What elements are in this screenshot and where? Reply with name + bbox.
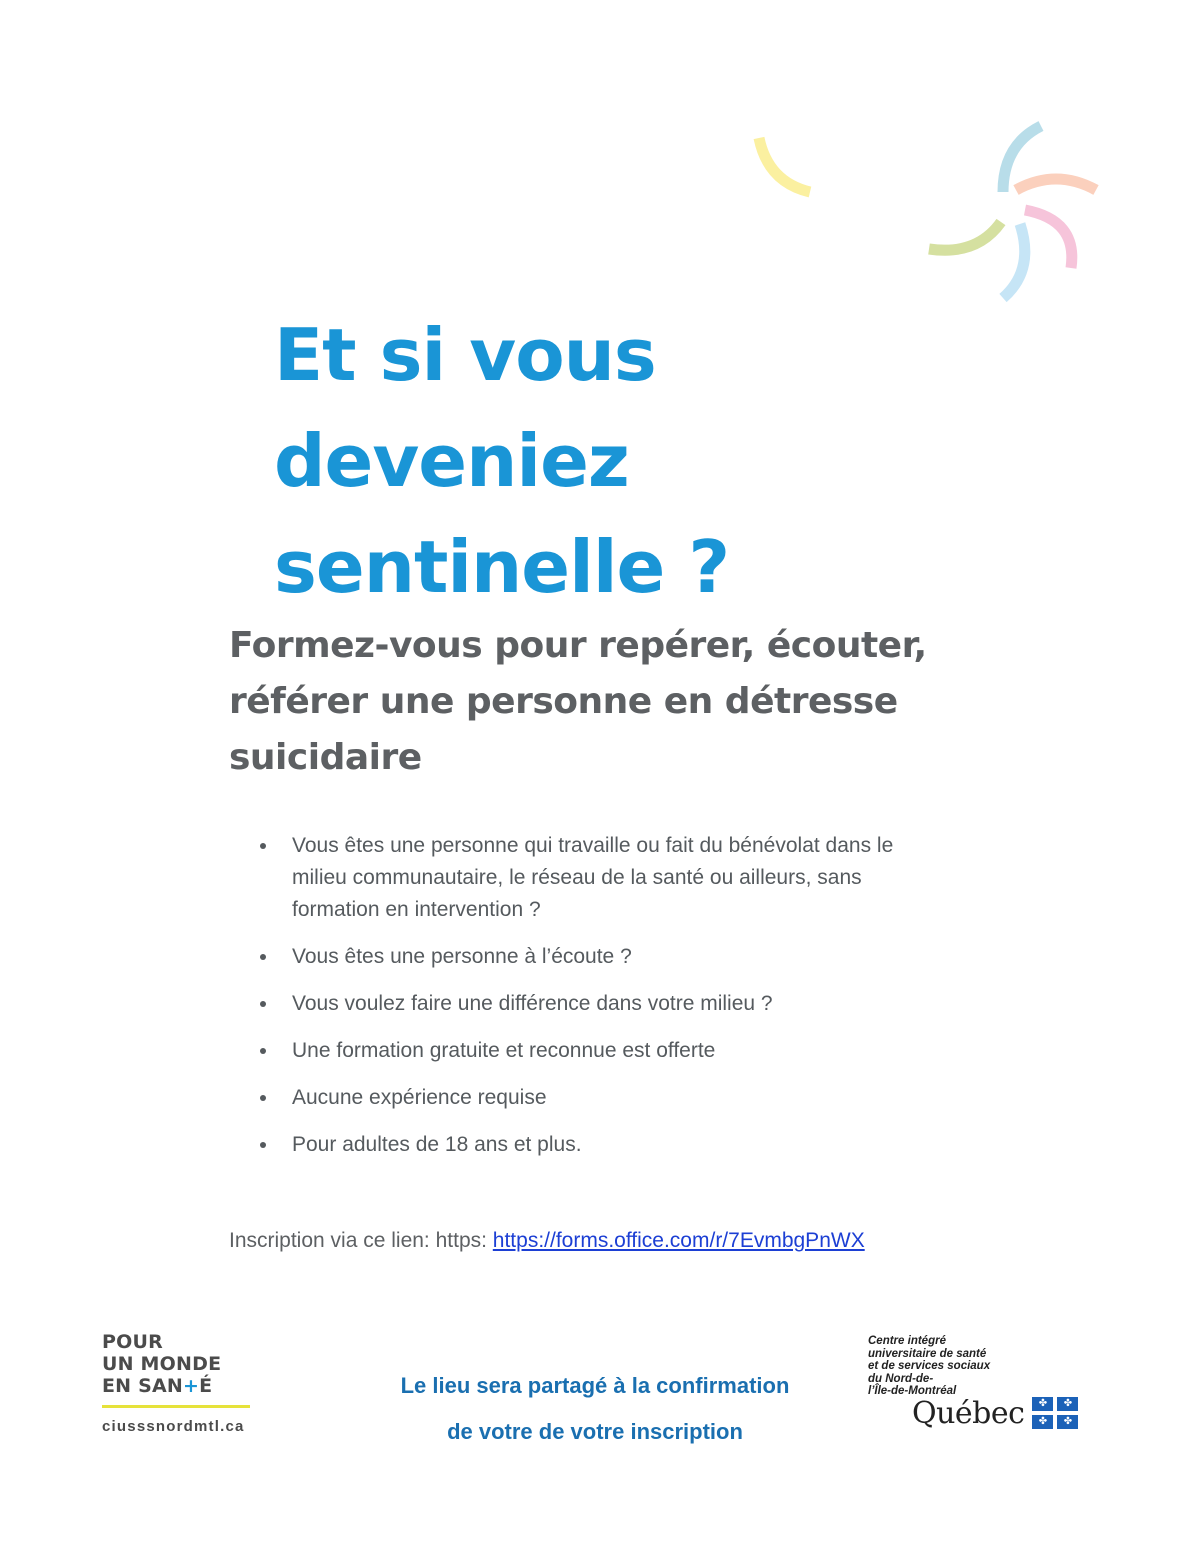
peach-arc (1016, 179, 1096, 190)
bullet-dot-icon (260, 1095, 266, 1101)
quebec-wordmark (912, 1396, 1108, 1431)
location-note (380, 1363, 810, 1455)
headline-line-1: Et si vous (274, 313, 656, 397)
subtitle-line-1: Formez-vous pour repérer, écouter, (229, 625, 927, 666)
headline-line-3: sentinelle ? (274, 525, 730, 609)
fleur-de-lis-flag-icon: ✤ ✤ ✤ ✤ (1032, 1397, 1078, 1429)
logo-line-3 (102, 1375, 262, 1397)
yellow-arc (759, 138, 810, 192)
location-note-line-1: Le lieu sera partagé à la confirmation (400, 1373, 790, 1398)
location-note-line-2: de votre de votre inscription (447, 1419, 743, 1444)
org-line-4: du Nord-de- (868, 1372, 934, 1385)
bullet-text: Une formation gratuite et reconnue est offerte (292, 1039, 716, 1062)
list-item (258, 1035, 938, 1067)
bullet-text: Vous voulez faire une différence dans votre milieu ? (292, 992, 773, 1015)
org-line-2: universitaire de santé (868, 1347, 987, 1360)
bullet-dot-icon (260, 843, 266, 849)
lightblue-arc (1003, 224, 1025, 298)
bullet-text: Aucune expérience requise (292, 1086, 547, 1109)
list-item (258, 1082, 938, 1114)
quebec-word: Québec (912, 1395, 1025, 1431)
logo-line-3-b: É (199, 1375, 213, 1397)
bullet-dot-icon (260, 954, 266, 960)
subtitle-line-3: suicidaire (229, 737, 422, 778)
list-item (258, 941, 938, 973)
bullet-text: Vous êtes une personne à l’écoute ? (292, 945, 632, 968)
org-line-3: et de services sociaux (868, 1360, 991, 1372)
signup-prefix: Inscription via ce lien: https: (229, 1229, 493, 1252)
logo-line-1: POUR (102, 1331, 163, 1353)
org-line-1: Centre intégré (868, 1335, 946, 1347)
org-line-5: l’Île-de-Montréal (868, 1385, 957, 1397)
pour-un-monde-en-sante-logo (102, 1331, 262, 1435)
logo-line-3-a: EN SAN (102, 1375, 183, 1397)
bullet-text: Vous êtes une personne qui travaille ou fait du bénévolat dans le milieu communautaire, le réseau de la santé ou ailleurs, sans formation en intervention ? (292, 834, 894, 921)
green-arc (929, 222, 1001, 250)
logo-wordmark (102, 1331, 262, 1397)
subtitle-line-2: référer une personne en détresse (229, 681, 898, 722)
headline (274, 302, 834, 620)
list-item (258, 988, 938, 1020)
subtitle (229, 618, 929, 786)
bullet-text: Pour adultes de 18 ans et plus. (292, 1133, 582, 1156)
list-item (258, 830, 938, 926)
signup-line (229, 1225, 1029, 1257)
bullet-list (258, 830, 938, 1176)
logo-website: ciusssnordmtl.ca (102, 1418, 245, 1435)
pink-arc (1025, 210, 1072, 268)
logo-line-2: UN MONDE (102, 1353, 222, 1375)
headline-line-2: deveniez (274, 419, 629, 503)
bullet-dot-icon (260, 1048, 266, 1054)
plus-icon: + (183, 1375, 200, 1397)
organization-name (868, 1335, 1108, 1398)
logo-divider (102, 1405, 250, 1408)
bullet-dot-icon (260, 1001, 266, 1007)
ciusss-quebec-logo (868, 1335, 1108, 1431)
signup-link[interactable]: https://forms.office.com/r/7EvmbgPnWX (492, 1229, 865, 1252)
bullet-dot-icon (260, 1142, 266, 1148)
list-item (258, 1129, 938, 1161)
